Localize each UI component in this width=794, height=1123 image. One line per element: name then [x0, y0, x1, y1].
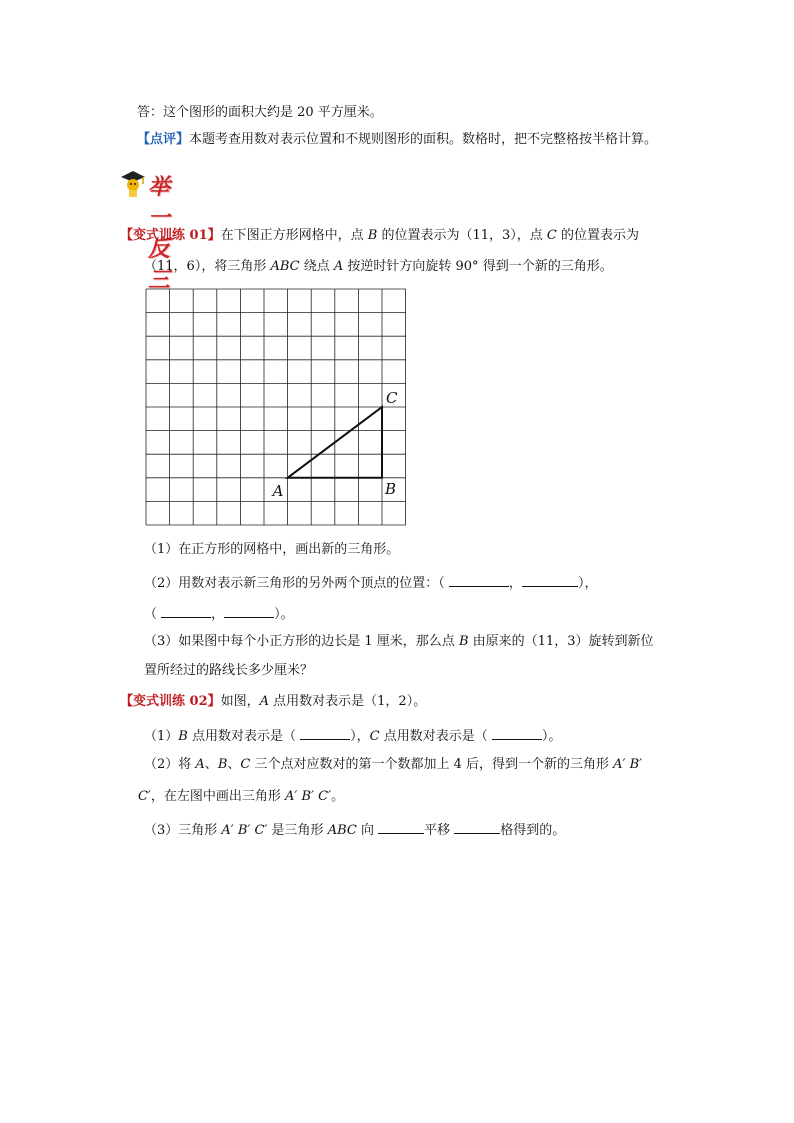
ex1-q3a: （3）如果图中每个小正方形的边长是 1 厘米，那么点 B 由原来的（11，3）旋转到新位	[144, 634, 654, 649]
ex2-intro: 【变式训练 02】如图，A 点用数对表示是（1，2）。	[120, 694, 427, 709]
ex1-line2: （11，6），将三角形 ABC 绕点 A 按逆时针方向旋转 90° 得到一个新的三角形。	[144, 259, 613, 274]
answer-blank[interactable]	[454, 819, 500, 834]
vertex-label-a: A	[272, 481, 284, 500]
ex1-q1: （1）在正方形的网格中，画出新的三角形。	[144, 542, 400, 557]
ex1-q2b: （ ， ）。	[144, 603, 294, 624]
ex1-q2: （2）用数对表示新三角形的另外两个顶点的位置：（ ， ），	[144, 572, 597, 593]
ex2-q3: （3）三角形 A′ B′ C′ 是三角形 ABC 向 平移 格得到的。	[144, 819, 565, 840]
answer-blank[interactable]	[449, 572, 509, 587]
grid-svg	[145, 288, 407, 526]
comment-line	[137, 131, 657, 149]
answer-blank[interactable]	[300, 725, 350, 740]
answer-blank[interactable]	[161, 603, 211, 618]
ex2-q2a: （2）将 A、B、C 三个点对应数对的第一个数都加上 4 后，得到一个新的三角形 A′ B′	[144, 757, 643, 772]
answer-blank[interactable]	[492, 725, 542, 740]
square-grid-figure	[145, 288, 407, 530]
comment-tag: 【点评】	[137, 132, 190, 147]
graduate-figure-icon	[118, 168, 148, 198]
ex1-q3b: 置所经过的路线长多少厘米？	[144, 663, 314, 678]
ex1-line1: 【变式训练 01】在下图正方形网格中，点 B 的位置表示为（11，3），点 C 的位置表示为	[120, 228, 639, 243]
answer-blank[interactable]	[378, 819, 424, 834]
vertex-label-b: B	[385, 479, 397, 498]
ex1-tag: 【变式训练 01】	[120, 228, 221, 243]
comment-text: 本题考查用数对表示位置和不规则图形的面积。数格时，把不完整格按半格计算。	[189, 132, 658, 147]
ex2-q1: （1）B 点用数对表示是（ ），C 点用数对表示是（ ）。	[144, 725, 561, 746]
answer-blank[interactable]	[522, 572, 578, 587]
ex2-q2b: C′，在左图中画出三角形 A′ B′ C′。	[138, 789, 345, 804]
banner-title: 举一反三	[148, 175, 173, 293]
answer-text: 答：这个图形的面积大约是 20 平方厘米。	[137, 105, 383, 120]
vertex-label-c: C	[386, 389, 398, 407]
ex2-tag: 【变式训练 02】	[120, 694, 221, 709]
answer-blank[interactable]	[224, 603, 274, 618]
